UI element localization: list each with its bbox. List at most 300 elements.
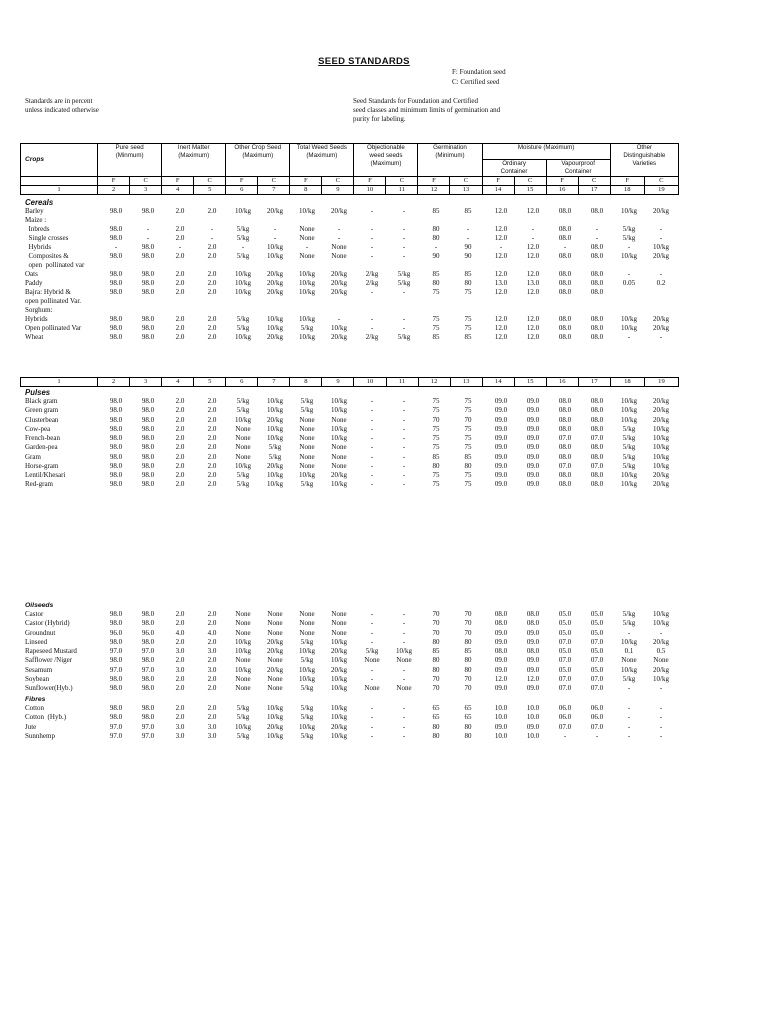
table-cell: - bbox=[370, 243, 374, 251]
table-cell: 20/kg bbox=[653, 637, 669, 646]
table-cell: 98.0 bbox=[141, 452, 155, 461]
table-cell: 08.0 bbox=[590, 288, 604, 296]
table-cell: 20/kg bbox=[267, 722, 283, 731]
table-cell: 08.0 bbox=[590, 270, 604, 278]
crop-name: Wheat bbox=[25, 333, 44, 341]
crop-name: Linseed bbox=[25, 637, 48, 646]
table-cell: 20/kg bbox=[653, 471, 669, 479]
table-cell: 2.0 bbox=[175, 619, 185, 628]
table-cell: 2.0 bbox=[207, 434, 217, 442]
table-cell: 98.0 bbox=[141, 656, 155, 665]
crop-name: Castor bbox=[25, 610, 44, 618]
table-cell: 98.0 bbox=[109, 434, 123, 442]
table-cell: 98.0 bbox=[109, 471, 123, 479]
table-cell: 12.0 bbox=[526, 315, 540, 323]
col-c-label: C bbox=[258, 177, 290, 186]
table-cell: 10/kg bbox=[299, 279, 315, 287]
table-cell: 10/kg bbox=[267, 713, 283, 722]
table-cell: 2.0 bbox=[175, 397, 185, 405]
table-cell: 98.0 bbox=[109, 452, 123, 461]
table-cell: 75 bbox=[432, 406, 440, 415]
table-cell: - bbox=[659, 628, 663, 637]
table-cell: - bbox=[402, 406, 406, 415]
table-cell: 09.0 bbox=[494, 656, 508, 665]
table-cell: 10/kg bbox=[653, 674, 669, 683]
table-cell: 06.0 bbox=[558, 713, 572, 722]
crop-name: Soybean bbox=[25, 674, 50, 683]
table-cell: - bbox=[531, 225, 535, 233]
table-cell: 2.0 bbox=[207, 406, 217, 415]
section-title-oilseeds: Oilseeds bbox=[25, 602, 54, 609]
table-cell: 09.0 bbox=[494, 452, 508, 461]
table-cell: 20/kg bbox=[267, 647, 283, 655]
note-right-line-1: Seed Standards for Foundation and Certified bbox=[353, 97, 479, 105]
table-cell: 12.0 bbox=[526, 674, 540, 683]
table-cell: 0.05 bbox=[622, 279, 636, 287]
table-cell: 05.0 bbox=[590, 647, 604, 655]
table-cell: 97.0 bbox=[141, 722, 155, 731]
table-cell: 80 bbox=[432, 665, 440, 674]
table-cell: 2.0 bbox=[175, 443, 185, 452]
table-cell: - bbox=[337, 315, 341, 323]
table-cell: - bbox=[370, 397, 374, 405]
table-cell: None bbox=[267, 619, 283, 628]
table-cell: 10/kg bbox=[331, 704, 347, 712]
table-cell: 10/kg bbox=[621, 406, 637, 415]
column-number: 7 bbox=[258, 378, 290, 387]
table-cell: 10/kg bbox=[299, 647, 315, 655]
table-cell: None bbox=[621, 656, 637, 665]
column-number: 18 bbox=[610, 378, 644, 387]
column-number: 18 bbox=[610, 186, 644, 195]
table-cell: 2.0 bbox=[207, 243, 217, 251]
table-cell: 2.0 bbox=[207, 684, 217, 692]
table-cell: - bbox=[305, 243, 309, 251]
table-cell: 5/kg bbox=[236, 252, 250, 260]
header-other-varieties: Other Distinguishable Varieties bbox=[610, 144, 678, 177]
table-cell: 12.0 bbox=[526, 207, 540, 215]
table-cell: 98.0 bbox=[109, 480, 123, 489]
table-cell: 97.0 bbox=[109, 665, 123, 674]
table-cell: 75 bbox=[432, 397, 440, 405]
column-number: 1 bbox=[21, 186, 98, 195]
table-cell: 80 bbox=[432, 722, 440, 731]
table-cell: 08.0 bbox=[526, 610, 540, 618]
table-cell: 80 bbox=[464, 731, 472, 740]
table-cell: 2.0 bbox=[207, 619, 217, 628]
table-cell: 98.0 bbox=[141, 406, 155, 415]
table-cell: 98.0 bbox=[141, 610, 155, 618]
table-cell: - bbox=[370, 665, 374, 674]
table-cell: 2.0 bbox=[207, 252, 217, 260]
table-cell: - bbox=[659, 225, 663, 233]
table-cell: 2.0 bbox=[207, 704, 217, 712]
table-cell: 70 bbox=[432, 610, 440, 618]
table-cell: 10.0 bbox=[526, 713, 540, 722]
column-number: 5 bbox=[194, 378, 226, 387]
table-cell: 98.0 bbox=[141, 619, 155, 628]
table-cell: 08.0 bbox=[558, 315, 572, 323]
table-cell: - bbox=[627, 684, 631, 692]
table-cell: 09.0 bbox=[526, 471, 540, 479]
table-cell: 98.0 bbox=[109, 443, 123, 452]
table-cell: 5/kg bbox=[268, 443, 282, 452]
table-cell: 08.0 bbox=[558, 234, 572, 242]
table-cell: 07.0 bbox=[558, 434, 572, 442]
page-title: SEED STANDARDS bbox=[318, 56, 410, 67]
table-cell: 98.0 bbox=[109, 207, 123, 215]
table-cell: 10/kg bbox=[235, 665, 251, 674]
table-cell: 98.0 bbox=[109, 225, 123, 233]
table-cell: None bbox=[331, 619, 347, 628]
column-number: 3 bbox=[130, 378, 162, 387]
table-cell: - bbox=[402, 288, 406, 296]
table-cell: 90 bbox=[432, 252, 440, 260]
table-cell: - bbox=[434, 243, 438, 251]
table-cell: None bbox=[299, 619, 315, 628]
crop-name: Cotton (Hyb.) bbox=[25, 713, 67, 722]
table-cell: - bbox=[659, 270, 663, 278]
table-cell: 5/kg bbox=[622, 610, 636, 618]
table-cell: 10.0 bbox=[494, 704, 508, 712]
table-cell: None bbox=[331, 610, 347, 618]
table-cell: 05.0 bbox=[558, 628, 572, 637]
table-cell: - bbox=[370, 480, 374, 489]
table-cell: 09.0 bbox=[494, 480, 508, 489]
table-cell: 97.0 bbox=[141, 665, 155, 674]
table-cell: 20/kg bbox=[653, 315, 669, 323]
table-cell: 98.0 bbox=[141, 288, 155, 296]
table-cell: 85 bbox=[432, 452, 440, 461]
table-cell: 10/kg bbox=[267, 731, 283, 740]
table-cell: 97.0 bbox=[109, 722, 123, 731]
table-cell: 5/kg bbox=[300, 397, 314, 405]
table-cell: 2.0 bbox=[207, 207, 217, 215]
table-cell: 07.0 bbox=[590, 434, 604, 442]
table-cell: 3.0 bbox=[207, 722, 217, 731]
table-cell: - bbox=[627, 243, 631, 251]
table-cell: 08.0 bbox=[590, 279, 604, 287]
table-cell: - bbox=[402, 665, 406, 674]
table-cell: 08.0 bbox=[590, 415, 604, 424]
table-cell: 3.0 bbox=[207, 731, 217, 740]
table-cell: 5/kg bbox=[300, 324, 314, 332]
table-cell: 10/kg bbox=[235, 207, 251, 215]
table-cell: 10/kg bbox=[331, 684, 347, 692]
crop-name: open pollinated Var. bbox=[25, 297, 82, 305]
crop-name: Maize : bbox=[25, 216, 47, 224]
column-number: 9 bbox=[322, 186, 354, 195]
table-cell: 5/kg bbox=[236, 480, 250, 489]
column-number: 13 bbox=[450, 186, 482, 195]
table-cell: 98.0 bbox=[141, 207, 155, 215]
table-cell: 05.0 bbox=[558, 610, 572, 618]
table-cell: 4.0 bbox=[175, 628, 185, 637]
table-cell: 10/kg bbox=[267, 243, 283, 251]
table-cell: 70 bbox=[464, 674, 472, 683]
crop-name: Cow-pea bbox=[25, 424, 51, 433]
table-cell: - bbox=[659, 704, 663, 712]
crop-name: Barley bbox=[25, 207, 44, 215]
table-cell: 10/kg bbox=[621, 471, 637, 479]
col-f-label: F bbox=[98, 177, 130, 186]
table-cell: 05.0 bbox=[590, 610, 604, 618]
table-cell: 20/kg bbox=[653, 324, 669, 332]
table-cell: 98.0 bbox=[141, 270, 155, 278]
table-cell: 08.0 bbox=[590, 452, 604, 461]
table-cell: 75 bbox=[464, 288, 472, 296]
note-right-line-2: seed classes and minimum limits of germination and bbox=[353, 106, 501, 114]
table-cell: 98.0 bbox=[109, 324, 123, 332]
table-cell: 08.0 bbox=[590, 424, 604, 433]
table-cell: 65 bbox=[432, 713, 440, 722]
table-cell: 20/kg bbox=[653, 665, 669, 674]
table-cell: - bbox=[370, 452, 374, 461]
column-number: 19 bbox=[644, 378, 678, 387]
column-number: 9 bbox=[322, 378, 354, 387]
table-cell: 12.0 bbox=[494, 288, 508, 296]
col-c-label: C bbox=[194, 177, 226, 186]
table-cell: 98.0 bbox=[141, 279, 155, 287]
table-cell: 2.0 bbox=[175, 704, 185, 712]
table-cell: 80 bbox=[464, 722, 472, 731]
table-cell: 10/kg bbox=[331, 434, 347, 442]
table-cell: 08.0 bbox=[590, 324, 604, 332]
table-cell: 98.0 bbox=[141, 684, 155, 692]
table-cell: 13.0 bbox=[494, 279, 508, 287]
table-cell: 08.0 bbox=[558, 452, 572, 461]
column-number: 12 bbox=[418, 186, 450, 195]
crop-name: Sesamum bbox=[25, 665, 53, 674]
table-cell: 08.0 bbox=[558, 415, 572, 424]
table-cell: 98.0 bbox=[109, 674, 123, 683]
table-cell: 98.0 bbox=[141, 252, 155, 260]
table-cell: 98.0 bbox=[141, 480, 155, 489]
table-cell: 10/kg bbox=[621, 415, 637, 424]
table-cell: None bbox=[331, 252, 347, 260]
table-cell: 2.0 bbox=[207, 288, 217, 296]
table-cell: 3.0 bbox=[207, 665, 217, 674]
table-cell: 12.0 bbox=[494, 315, 508, 323]
table-cell: 70 bbox=[464, 619, 472, 628]
column-number: 17 bbox=[578, 378, 610, 387]
crop-name: Hybrids bbox=[25, 243, 52, 251]
header-table-2 bbox=[20, 377, 679, 387]
table-cell: 80 bbox=[464, 461, 472, 470]
column-number-row bbox=[21, 378, 679, 387]
table-cell: 20/kg bbox=[267, 637, 283, 646]
table-cell: 10.0 bbox=[494, 713, 508, 722]
table-cell: 80 bbox=[432, 279, 440, 287]
table-cell: - bbox=[370, 471, 374, 479]
crop-name: Clusterbean bbox=[25, 415, 59, 424]
table-cell: 2.0 bbox=[207, 656, 217, 665]
table-cell: None bbox=[299, 461, 315, 470]
table-cell: 2.0 bbox=[207, 480, 217, 489]
table-cell: 09.0 bbox=[494, 665, 508, 674]
table-cell: 5/kg bbox=[236, 704, 250, 712]
table-cell: - bbox=[370, 207, 374, 215]
table-cell: 5/kg bbox=[236, 225, 250, 233]
table-cell: 10/kg bbox=[621, 207, 637, 215]
table-cell: 98.0 bbox=[141, 397, 155, 405]
crop-name: Gram bbox=[25, 452, 41, 461]
table-cell: 06.0 bbox=[590, 704, 604, 712]
table-cell: 80 bbox=[464, 279, 472, 287]
table-cell: 98.0 bbox=[141, 243, 155, 251]
table-cell: 98.0 bbox=[109, 704, 123, 712]
table-cell: 20/kg bbox=[331, 665, 347, 674]
table-cell: 75 bbox=[464, 315, 472, 323]
table-cell: 08.0 bbox=[526, 647, 540, 655]
table-cell: None bbox=[267, 656, 283, 665]
header-total-weed-seeds: Total Weed Seeds (Maximum) bbox=[290, 144, 354, 177]
table-cell: None bbox=[235, 610, 251, 618]
table-cell: - bbox=[370, 234, 374, 242]
table-cell: 08.0 bbox=[590, 315, 604, 323]
table-cell: - bbox=[402, 628, 406, 637]
table-cell: 13.0 bbox=[526, 279, 540, 287]
table-cell: - bbox=[563, 243, 567, 251]
table-cell: 08.0 bbox=[590, 406, 604, 415]
table-cell: 98.0 bbox=[109, 424, 123, 433]
table-cell: 5/kg bbox=[236, 234, 250, 242]
table-cell: 07.0 bbox=[590, 637, 604, 646]
fc-crops-cell bbox=[21, 177, 98, 186]
table-cell: 20/kg bbox=[267, 279, 283, 287]
table-cell: 98.0 bbox=[141, 674, 155, 683]
table-cell: 85 bbox=[432, 333, 440, 341]
table-cell: - bbox=[659, 684, 663, 692]
table-cell: 12.0 bbox=[494, 324, 508, 332]
table-cell: - bbox=[627, 628, 631, 637]
table-cell: 07.0 bbox=[558, 637, 572, 646]
table-cell: 98.0 bbox=[141, 443, 155, 452]
table-cell: 85 bbox=[464, 207, 472, 215]
table-cell: 10/kg bbox=[235, 279, 251, 287]
table-cell: 09.0 bbox=[494, 471, 508, 479]
table-cell: 70 bbox=[432, 628, 440, 637]
table-cell: None bbox=[396, 656, 412, 665]
col-f-label: F bbox=[610, 177, 644, 186]
table-cell: - bbox=[370, 461, 374, 470]
table-cell: - bbox=[210, 225, 214, 233]
table-cell: 98.0 bbox=[109, 713, 123, 722]
section-title-pulses: Pulses bbox=[25, 388, 51, 397]
table-cell: None bbox=[331, 243, 347, 251]
table-cell: 12.0 bbox=[526, 324, 540, 332]
table-cell: None bbox=[364, 684, 380, 692]
crop-name: Cotton bbox=[25, 704, 45, 712]
table-cell: 12.0 bbox=[494, 234, 508, 242]
table-cell: 75 bbox=[464, 406, 472, 415]
table-cell: 09.0 bbox=[526, 628, 540, 637]
table-cell: - bbox=[402, 731, 406, 740]
table-cell: 10/kg bbox=[621, 397, 637, 405]
column-number: 4 bbox=[162, 186, 194, 195]
table-cell: 10/kg bbox=[267, 480, 283, 489]
table-cell: 80 bbox=[464, 656, 472, 665]
table-cell: 2.0 bbox=[175, 480, 185, 489]
header-ordinary-container: Ordinary Container bbox=[482, 160, 546, 177]
table-cell: - bbox=[627, 270, 631, 278]
column-number: 12 bbox=[418, 378, 450, 387]
table-cell: 5/kg bbox=[300, 731, 314, 740]
col-c-label: C bbox=[322, 177, 354, 186]
crop-name: Composites & bbox=[25, 252, 69, 260]
crop-name: open pollinated var bbox=[25, 261, 85, 269]
column-number: 14 bbox=[482, 378, 514, 387]
table-cell: 08.0 bbox=[558, 324, 572, 332]
table-cell: 2.0 bbox=[175, 324, 185, 332]
table-cell: 10/kg bbox=[396, 647, 412, 655]
crop-name: Inbreds bbox=[25, 225, 50, 233]
table-cell: 20/kg bbox=[267, 207, 283, 215]
table-cell: None bbox=[299, 610, 315, 618]
col-f-label: F bbox=[226, 177, 258, 186]
table-cell: 0.1 bbox=[624, 647, 634, 655]
note-right-line-3: purity for labeling. bbox=[353, 115, 406, 123]
table-cell: 85 bbox=[432, 270, 440, 278]
table-cell: - bbox=[370, 424, 374, 433]
table-cell: 5/kg bbox=[397, 270, 411, 278]
table-cell: 2/kg bbox=[365, 333, 379, 341]
table-cell: 10/kg bbox=[267, 397, 283, 405]
table-cell: - bbox=[402, 471, 406, 479]
table-cell: 3.0 bbox=[175, 647, 185, 655]
section-title-fibres: Fibres bbox=[25, 696, 46, 703]
table-cell: 08.0 bbox=[558, 288, 572, 296]
table-cell: 09.0 bbox=[526, 637, 540, 646]
table-cell: 10/kg bbox=[267, 424, 283, 433]
table-cell: None bbox=[299, 234, 315, 242]
table-cell: 08.0 bbox=[558, 471, 572, 479]
table-cell: 2.0 bbox=[175, 315, 185, 323]
table-cell: 08.0 bbox=[558, 406, 572, 415]
table-cell: 10/kg bbox=[331, 424, 347, 433]
table-cell: - bbox=[273, 225, 277, 233]
crop-name: Single crosses bbox=[25, 234, 69, 242]
crop-name: Sorghum: bbox=[25, 306, 53, 314]
table-cell: 97.0 bbox=[109, 647, 123, 655]
table-cell: 10/kg bbox=[621, 315, 637, 323]
table-cell: 08.0 bbox=[590, 443, 604, 452]
table-cell: 20/kg bbox=[331, 270, 347, 278]
table-cell: 09.0 bbox=[494, 443, 508, 452]
crop-name: Paddy bbox=[25, 279, 43, 287]
crop-name: French-bean bbox=[25, 434, 60, 442]
header-table bbox=[20, 143, 679, 195]
table-cell: 2.0 bbox=[175, 225, 185, 233]
table-cell: 98.0 bbox=[141, 713, 155, 722]
table-cell: 20/kg bbox=[653, 252, 669, 260]
table-cell: - bbox=[370, 434, 374, 442]
table-cell: None bbox=[235, 684, 251, 692]
table-cell: 5/kg bbox=[622, 225, 636, 233]
table-cell: 0.5 bbox=[656, 647, 666, 655]
table-cell: 09.0 bbox=[526, 480, 540, 489]
table-cell: 98.0 bbox=[109, 406, 123, 415]
table-cell: 09.0 bbox=[526, 461, 540, 470]
table-cell: None bbox=[235, 619, 251, 628]
table-cell: 10/kg bbox=[331, 480, 347, 489]
table-cell: 2.0 bbox=[207, 415, 217, 424]
table-cell: 10/kg bbox=[235, 637, 251, 646]
table-cell: 98.0 bbox=[141, 315, 155, 323]
table-cell: 5/kg bbox=[622, 674, 636, 683]
crop-name: Jute bbox=[25, 722, 37, 731]
crop-name: Lentil/Khesari bbox=[25, 471, 66, 479]
